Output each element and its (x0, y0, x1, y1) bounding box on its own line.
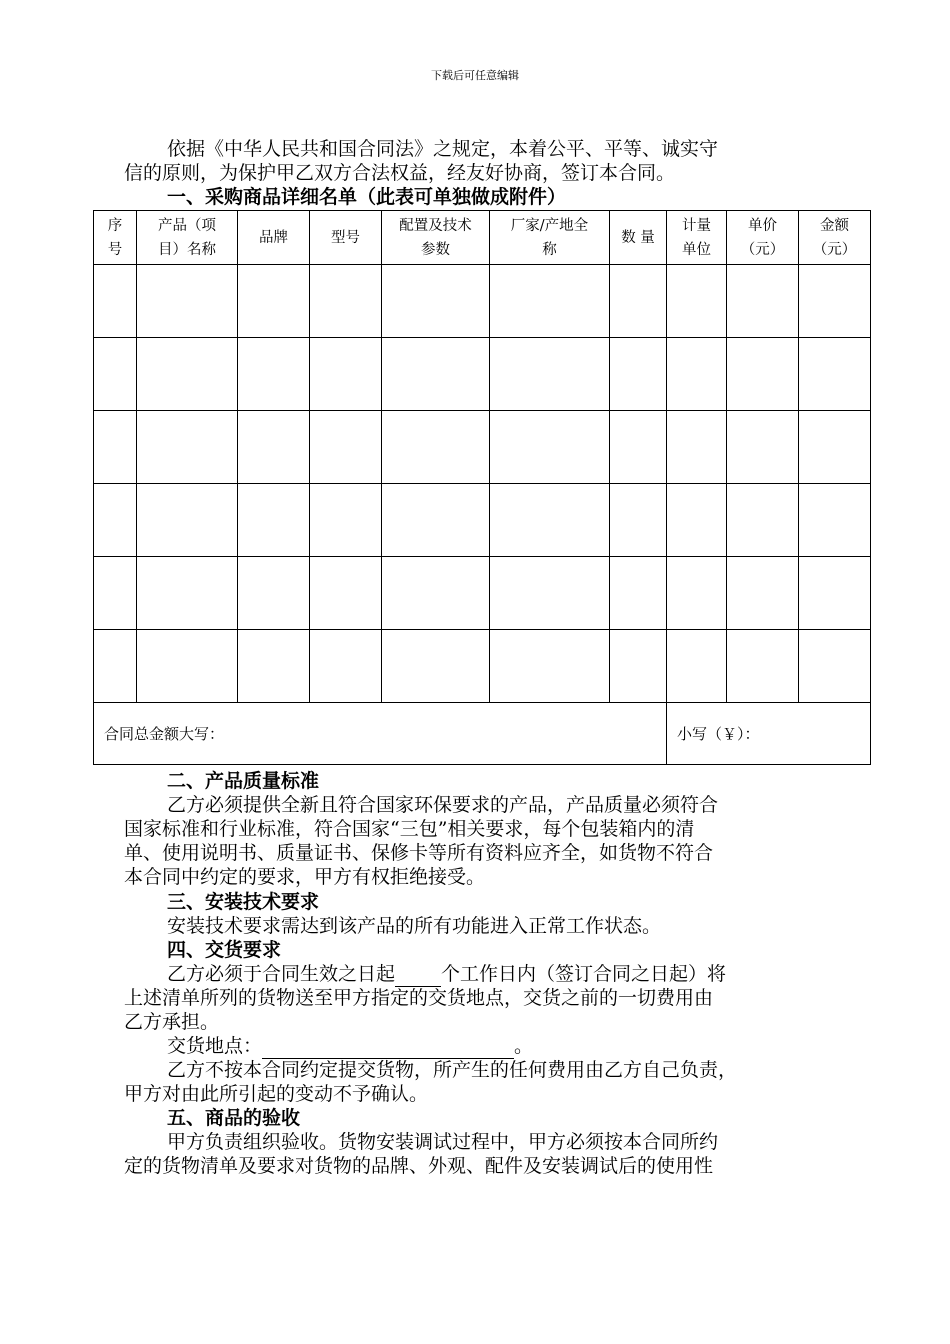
table-cell[interactable] (382, 630, 490, 703)
section-2-line-2: 国家标准和行业标准，符合国家“三包”相关要求，每个包装箱内的清 (124, 818, 695, 840)
table-cell[interactable] (238, 338, 310, 411)
table-cell[interactable] (382, 484, 490, 557)
table-cell[interactable] (137, 557, 238, 630)
table-cell[interactable] (610, 265, 667, 338)
table-row (94, 557, 871, 630)
table-cell[interactable] (137, 265, 238, 338)
table-cell[interactable] (610, 557, 667, 630)
table-cell[interactable] (94, 265, 137, 338)
section-4-line-5: 乙方不按本合同约定提交货物，所产生的任何费用由乙方自己负责， (167, 1059, 738, 1081)
table-cell[interactable] (610, 630, 667, 703)
delivery-place-blank[interactable] (262, 1039, 514, 1059)
table-row (94, 484, 871, 557)
section-5-title: 五、商品的验收 (167, 1107, 301, 1129)
table-cell[interactable] (310, 338, 382, 411)
table-cell[interactable] (727, 265, 799, 338)
table-cell[interactable] (382, 557, 490, 630)
table-cell[interactable] (137, 338, 238, 411)
table-cell[interactable] (94, 630, 137, 703)
intro-line-2: 信的原则，为保护甲乙双方合法权益，经友好协商，签订本合同。 (124, 162, 676, 184)
section-4-line-2: 上述清单所列的货物送至甲方指定的交货地点，交货之前的一切费用由 (124, 987, 714, 1009)
table-cell[interactable] (94, 411, 137, 484)
table-cell[interactable] (310, 630, 382, 703)
total-row (94, 703, 871, 765)
table-cell[interactable] (238, 630, 310, 703)
table-cell[interactable] (238, 265, 310, 338)
table-cell[interactable] (799, 630, 871, 703)
table-header-row (94, 211, 871, 265)
section-3-line-1: 安装技术要求需达到该产品的所有功能进入正常工作状态。 (167, 915, 662, 937)
table-cell[interactable] (94, 338, 137, 411)
table-cell[interactable] (727, 411, 799, 484)
col-header-specs: 配置及技术 参数 (382, 211, 490, 265)
col-header-quantity: 数 量 (610, 211, 667, 265)
table-cell[interactable] (137, 484, 238, 557)
table-cell[interactable] (310, 411, 382, 484)
table-row (94, 630, 871, 703)
table-cell[interactable] (727, 557, 799, 630)
table-cell[interactable] (310, 265, 382, 338)
table-cell[interactable] (94, 557, 137, 630)
table-cell[interactable] (238, 484, 310, 557)
col-header-manufacturer: 厂家/产地全 称 (490, 211, 610, 265)
table-cell[interactable] (667, 484, 727, 557)
table-cell[interactable] (667, 265, 727, 338)
table-cell[interactable] (382, 411, 490, 484)
table-cell[interactable] (667, 411, 727, 484)
section-4-title: 四、交货要求 (167, 939, 282, 961)
table-cell[interactable] (667, 557, 727, 630)
table-cell[interactable] (310, 557, 382, 630)
table-cell[interactable] (137, 411, 238, 484)
product-table (93, 210, 871, 765)
col-header-index: 序 号 (94, 211, 137, 265)
table-cell[interactable] (490, 630, 610, 703)
table-cell[interactable] (667, 630, 727, 703)
table-cell[interactable] (382, 265, 490, 338)
col-header-product-name: 产品（项 目）名称 (137, 211, 238, 265)
table-cell[interactable] (610, 484, 667, 557)
table-cell[interactable] (490, 411, 610, 484)
table-cell[interactable] (610, 338, 667, 411)
section-5-line-1: 甲方负责组织验收。货物安装调试过程中，甲方必须按本合同所约 (167, 1131, 719, 1153)
table-cell[interactable] (667, 338, 727, 411)
table-cell[interactable] (610, 411, 667, 484)
table-cell[interactable] (490, 265, 610, 338)
table-cell[interactable] (490, 484, 610, 557)
total-upper-cell[interactable]: 合同总金额大写： (94, 703, 667, 765)
table-cell[interactable] (238, 557, 310, 630)
table-cell[interactable] (490, 557, 610, 630)
section-2-line-3: 单、使用说明书、质量证书、保修卡等所有资料应齐全，如货物不符合 (124, 842, 714, 864)
table-cell[interactable] (799, 411, 871, 484)
table-cell[interactable] (799, 338, 871, 411)
delivery-place-line: 交货地点： 。 (167, 1035, 534, 1057)
section-2-title: 二、产品质量标准 (167, 770, 320, 792)
table-cell[interactable] (799, 484, 871, 557)
table-cell[interactable] (727, 630, 799, 703)
download-note: 下载后可任意编辑 (431, 69, 519, 82)
section-1-title: 一、采购商品详细名单（此表可单独做成附件） (167, 186, 567, 208)
table-row (94, 411, 871, 484)
table-cell[interactable] (727, 484, 799, 557)
section-5-line-2: 定的货物清单及要求对货物的品牌、外观、配件及安装调试后的使用性 (124, 1155, 714, 1177)
table-cell[interactable] (799, 265, 871, 338)
col-header-unit: 计量 单位 (667, 211, 727, 265)
workdays-blank[interactable] (395, 967, 441, 987)
section-2-line-1: 乙方必须提供全新且符合国家环保要求的产品，产品质量必须符合 (167, 794, 719, 816)
col-header-brand: 品牌 (238, 211, 310, 265)
table-cell[interactable] (727, 338, 799, 411)
table-cell[interactable] (310, 484, 382, 557)
table-cell[interactable] (137, 630, 238, 703)
table-row (94, 265, 871, 338)
section-4-line-1: 乙方必须于合同生效之日起 个工作日内（签订合同之日起）将 (167, 963, 727, 985)
total-lower-cell[interactable]: 小写（￥）： (667, 703, 871, 765)
section-4-line-3: 乙方承担。 (124, 1011, 220, 1033)
section-4-line-6: 甲方对由此所引起的变动不予确认。 (124, 1083, 429, 1105)
table-cell[interactable] (238, 411, 310, 484)
col-header-amount: 金额 （元） (799, 211, 871, 265)
intro-line-1: 依据《中华人民共和国合同法》之规定，本着公平、平等、诚实守 (167, 138, 719, 160)
table-cell[interactable] (490, 338, 610, 411)
section-3-title: 三、安装技术要求 (167, 891, 320, 913)
table-cell[interactable] (799, 557, 871, 630)
col-header-model: 型号 (310, 211, 382, 265)
section-2-line-4: 本合同中约定的要求，甲方有权拒绝接受。 (124, 866, 486, 888)
table-row (94, 338, 871, 411)
table-cell[interactable] (382, 338, 490, 411)
col-header-unit-price: 单价 （元） (727, 211, 799, 265)
table-cell[interactable] (94, 484, 137, 557)
